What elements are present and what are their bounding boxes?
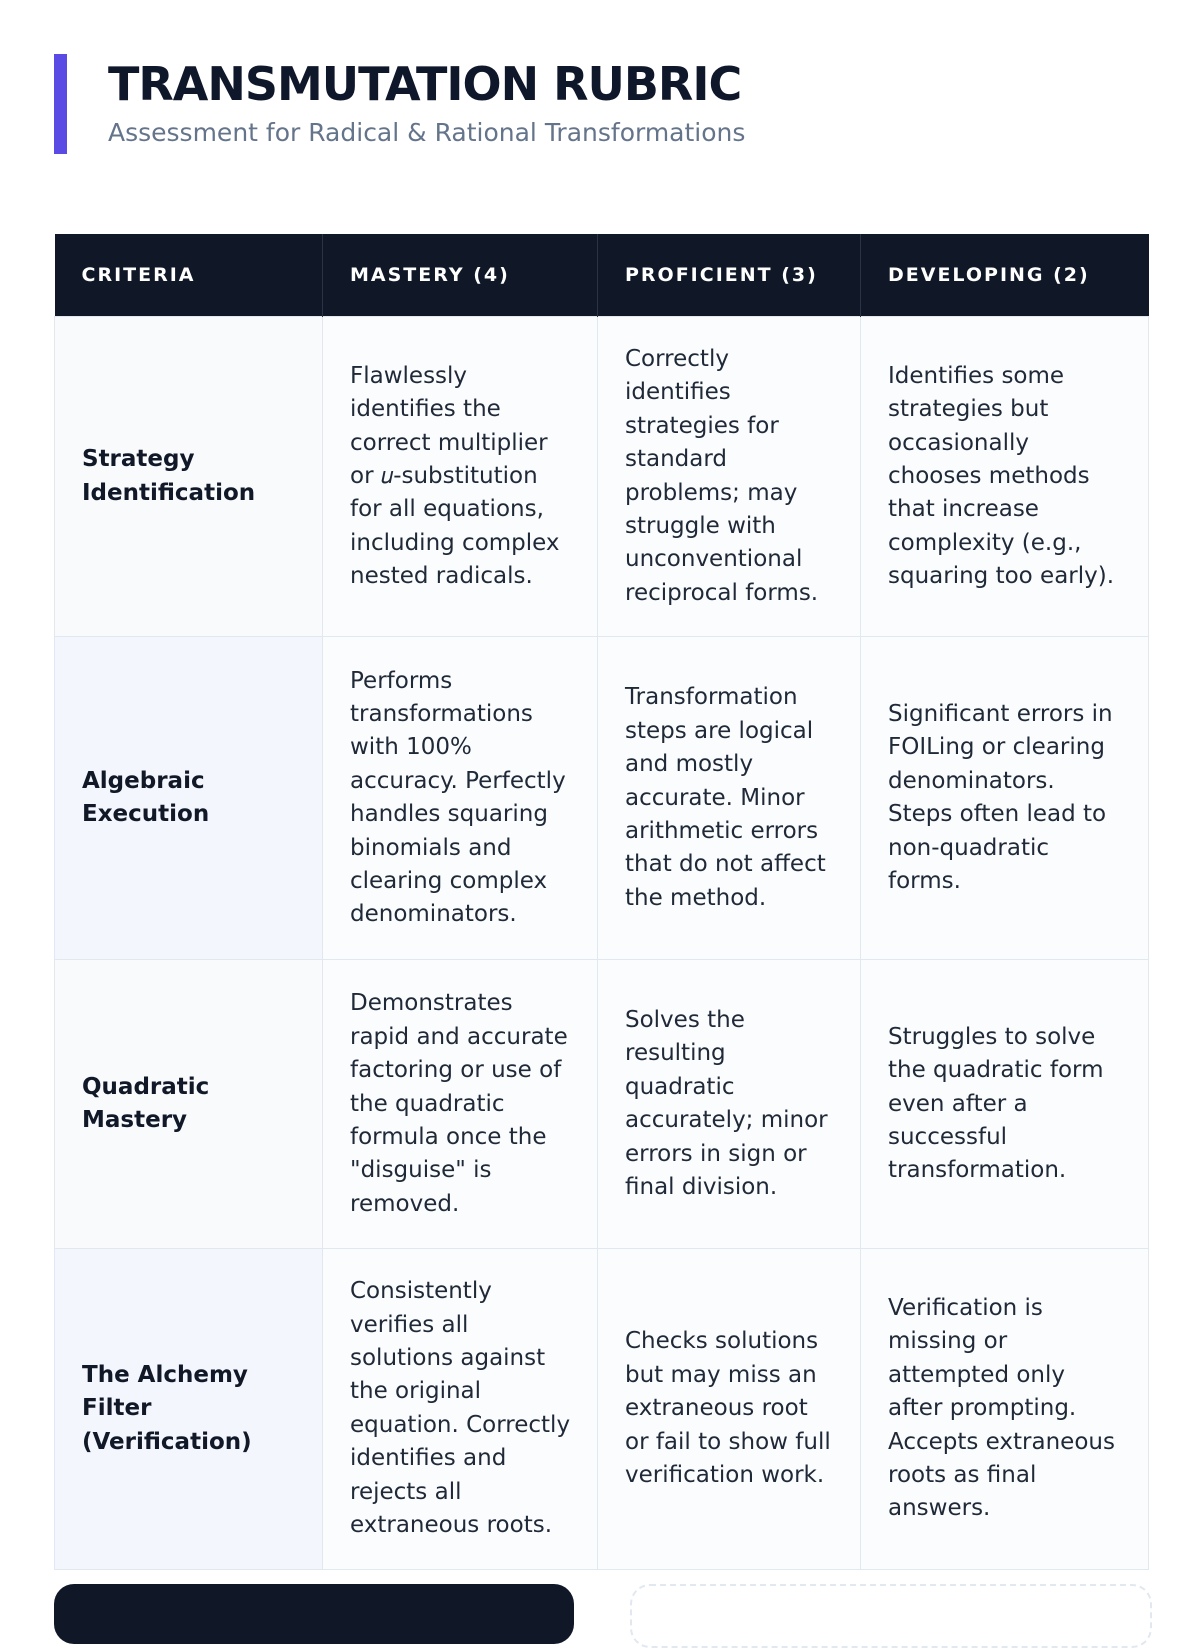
developing-cell: Struggles to solve the quadratic form even after a successful transformation. [861, 960, 1149, 1249]
proficient-cell: Checks solutions but may miss an extraneous root or fail to show full verification work. [598, 1249, 861, 1569]
column-header-mastery: MASTERY (4) [323, 234, 598, 317]
page-title: TRANSMUTATION RUBRIC [108, 57, 742, 111]
mastery-cell: Flawlessly identifies the correct multiplier or 𝑢-substitution for all equations, including complex nested radicals. [323, 317, 598, 637]
proficient-cell: Correctly identifies strategies for standard problems; may struggle with unconventional reciprocal forms. [598, 317, 861, 637]
table-row [55, 960, 1149, 1249]
footer-dashed-panel [630, 1584, 1152, 1648]
accent-bar [54, 54, 67, 154]
developing-cell: Identifies some strategies but occasionally chooses methods that increase complexity (e.g., squaring too early). [861, 317, 1149, 637]
proficient-cell: Transformation steps are logical and mostly accurate. Minor arithmetic errors that do not affect the method. [598, 637, 861, 960]
column-header-developing: DEVELOPING (2) [861, 234, 1149, 317]
table-row [55, 317, 1149, 637]
developing-cell: Verification is missing or attempted only after prompting. Accepts extraneous roots as final answers. [861, 1249, 1149, 1569]
column-header-proficient: PROFICIENT (3) [598, 234, 861, 317]
rubric-table [54, 234, 1149, 1570]
table-header-row [55, 234, 1149, 317]
table-row [55, 637, 1149, 960]
developing-cell: Significant errors in FOILing or clearing denominators. Steps often lead to non-quadratic forms. [861, 637, 1149, 960]
proficient-cell: Solves the resulting quadratic accurately; minor errors in sign or final division. [598, 960, 861, 1249]
criterion-cell: The Alchemy Filter (Verification) [55, 1249, 323, 1569]
table-row [55, 1249, 1149, 1569]
criterion-cell: Quadratic Mastery [55, 960, 323, 1249]
mastery-cell: Performs transformations with 100% accuracy. Perfectly handles squaring binomials and clearing complex denominators. [323, 637, 598, 960]
criterion-cell: Strategy Identification [55, 317, 323, 637]
column-header-criteria: CRITERIA [55, 234, 323, 317]
criterion-cell: Algebraic Execution [55, 637, 323, 960]
page-header [54, 54, 745, 154]
footer-dark-panel [54, 1584, 574, 1644]
mastery-cell: Consistently verifies all solutions against the original equation. Correctly identifies and rejects all extraneous roots. [323, 1249, 598, 1569]
page-subtitle: Assessment for Radical & Rational Transformations [108, 118, 746, 147]
mastery-cell: Demonstrates rapid and accurate factoring or use of the quadratic formula once the "disguise" is removed. [323, 960, 598, 1249]
